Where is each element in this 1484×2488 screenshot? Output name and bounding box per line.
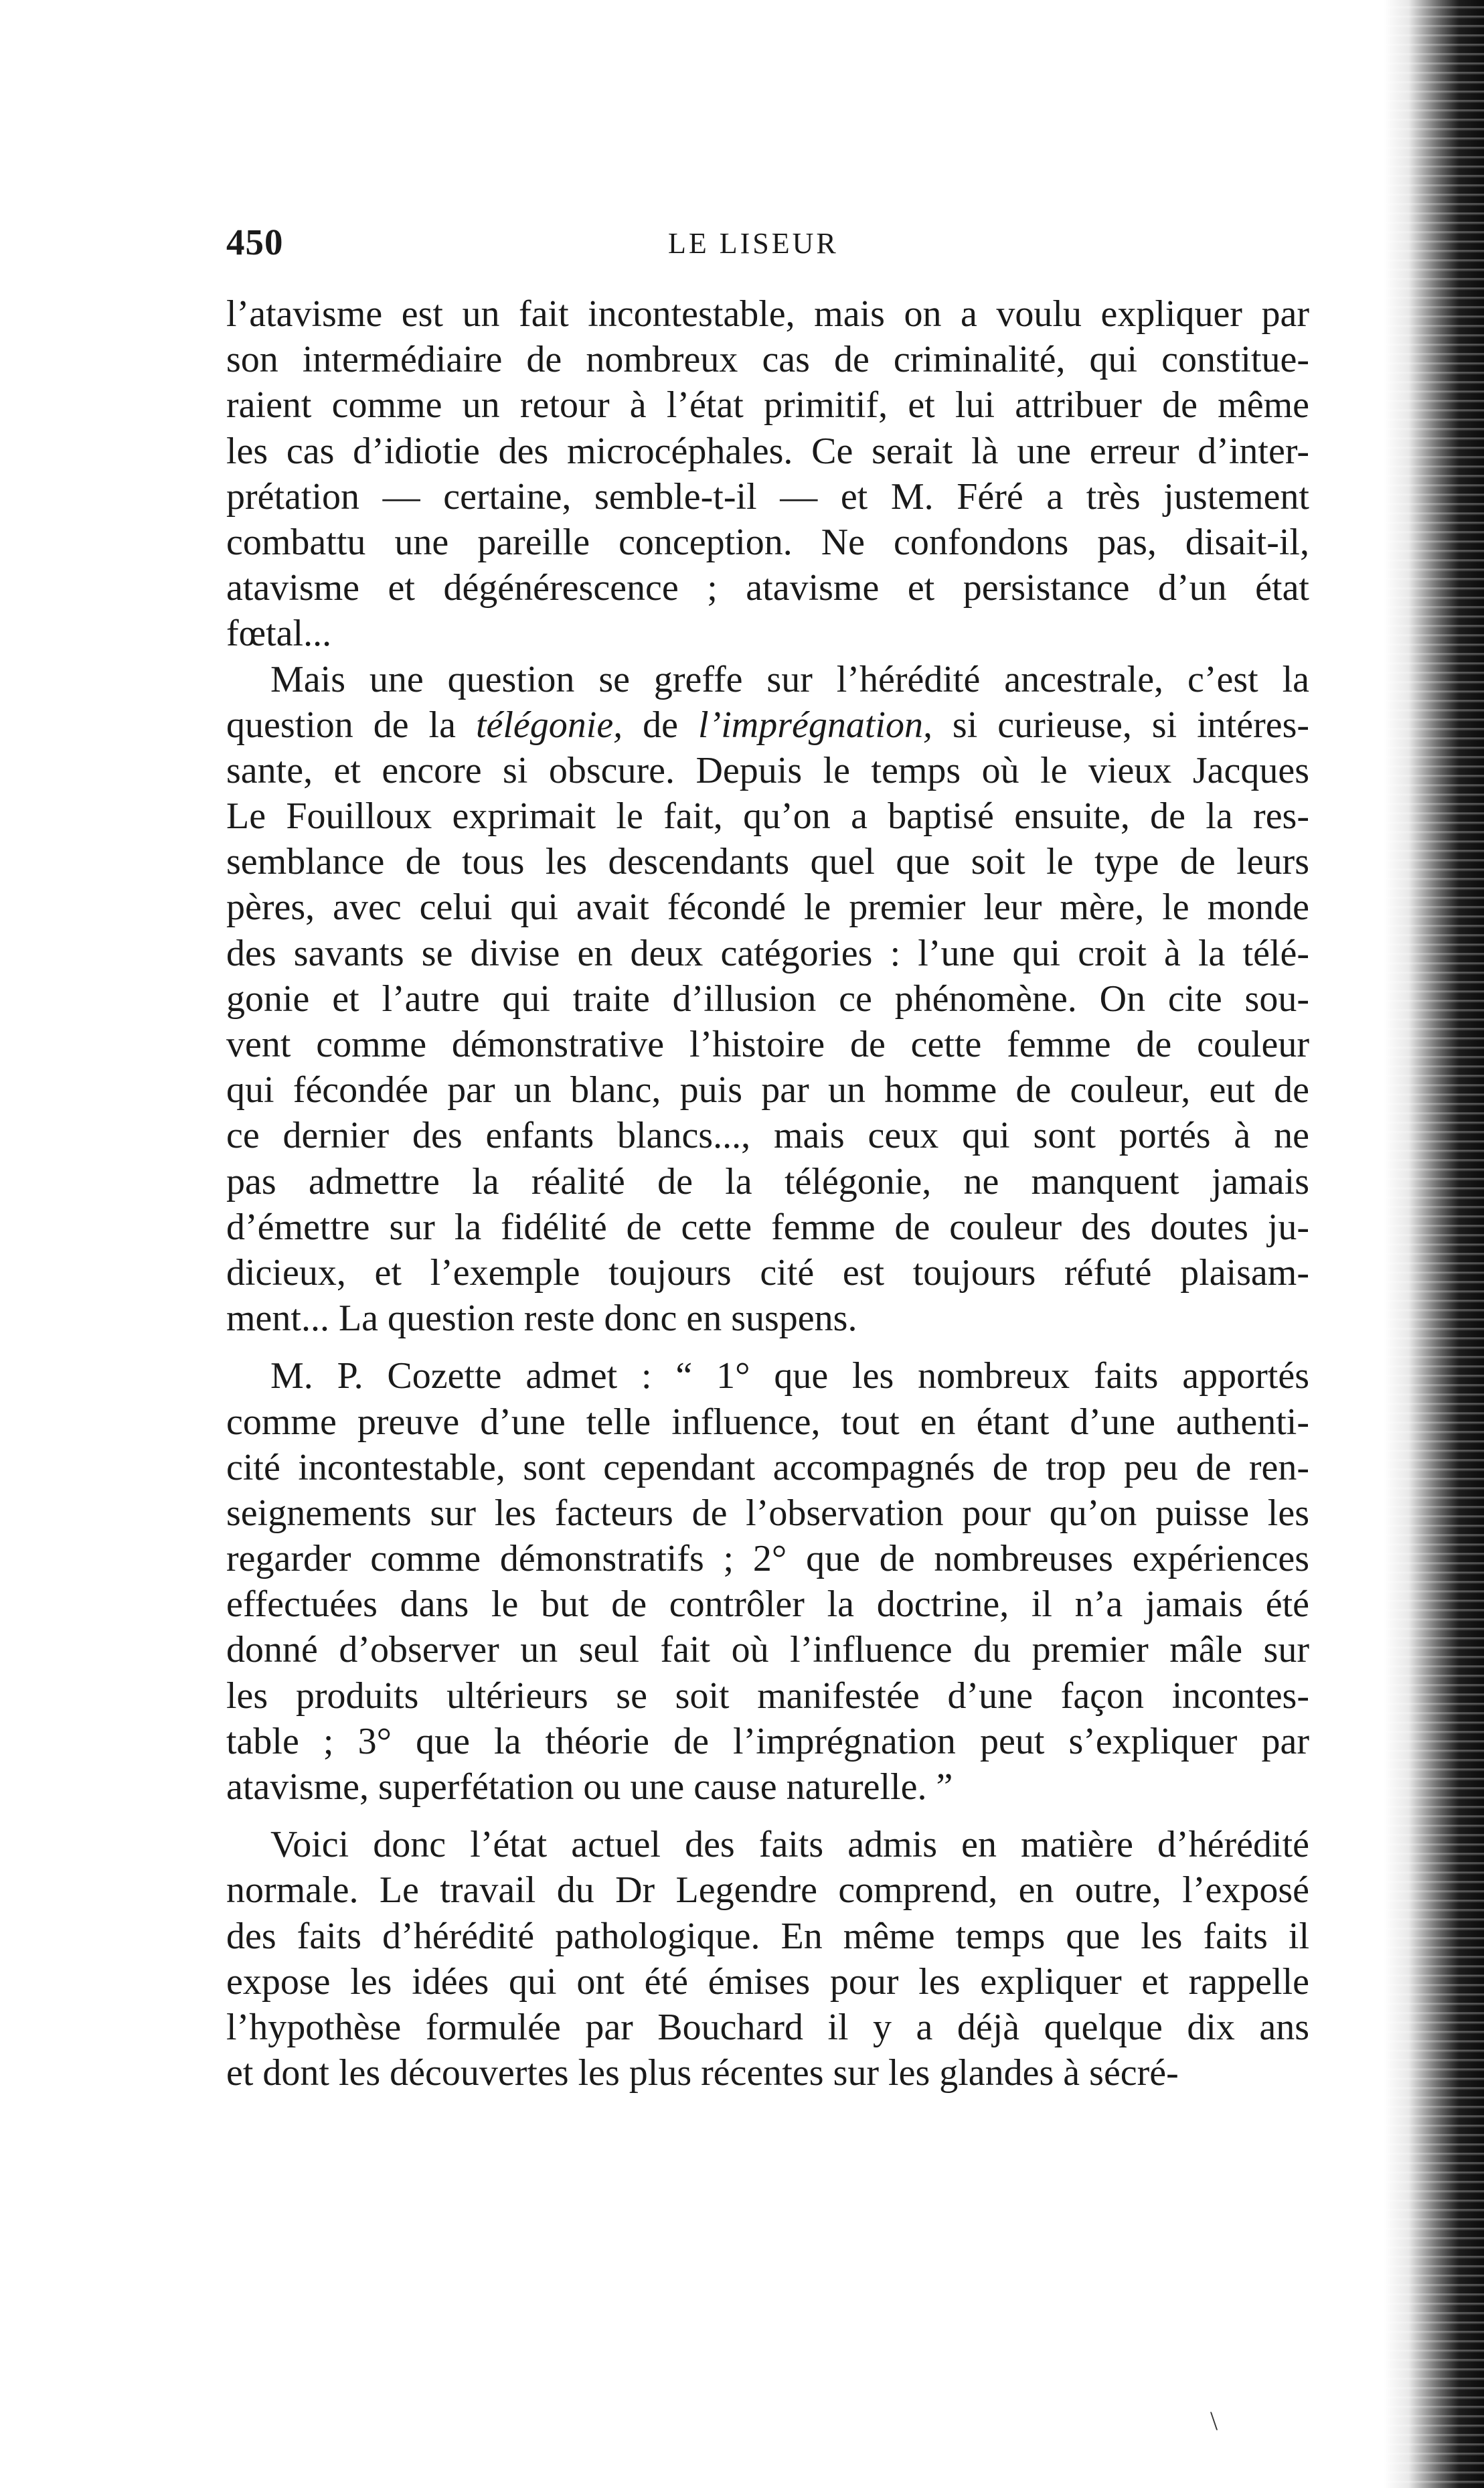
text-line: des faits d’hérédité pathologique. En même temps que les faits il [226, 1915, 1309, 1957]
text-line: Voici donc l’état actuel des faits admis en matière d’hérédité [270, 1824, 1309, 1866]
paragraph [226, 1822, 1309, 2096]
stray-ink-mark: \ [1210, 2406, 1218, 2436]
text-line: l’hypothèse formulée par Bouchard il y a déjà quelque dix ans [226, 2006, 1309, 2048]
page-header [226, 221, 1311, 261]
text-line: qui fécondée par un blanc, puis par un homme de couleur, eut de [226, 1069, 1309, 1111]
text-line: dicieux, et l’exemple toujours cité est toujours réfuté plaisam- [226, 1251, 1309, 1294]
text-line: atavisme et dégénérescence ; atavisme et persistance d’un état [226, 567, 1309, 609]
text-line: question de la télégonie, de l’imprégnation, si curieuse, si intéres- [226, 704, 1310, 746]
paragraph-gap [226, 1341, 1309, 1353]
paragraph [226, 1353, 1309, 1810]
text-line: seignements sur les facteurs de l’observation pour qu’on puisse les [226, 1492, 1309, 1534]
text-line: d’émettre sur la fidélité de cette femme de couleur des doutes ju- [226, 1206, 1309, 1248]
text-line: vent comme démonstrative l’histoire de cette femme de couleur [226, 1024, 1309, 1065]
text-line: raient comme un retour à l’état primitif, et lui attribuer de même [226, 384, 1309, 426]
text-line: table ; 3° que la théorie de l’imprégnation peut s’expliquer par [226, 1720, 1309, 1762]
text-line: pères, avec celui qui avait fécondé le premier leur mère, le monde [226, 886, 1309, 929]
text-line: M. P. Cozette admet : “ 1° que les nombreux faits apportés [270, 1355, 1309, 1397]
text-line: et dont les découvertes les plus récentes sur les glandes à sécré- [226, 2052, 1179, 2094]
text-line: l’atavisme est un fait incontestable, mais on a voulu expliquer par [226, 293, 1309, 335]
text-line: atavisme, superfétation ou une cause naturelle. ” [226, 1766, 953, 1808]
text-line: pas admettre la réalité de la télégonie, ne manquent jamais [226, 1160, 1309, 1202]
text-line: semblance de tous les descendants quel que soit le type de leurs [226, 841, 1309, 883]
italic-term: télégonie, [475, 704, 623, 746]
text-line: donné d’observer un seul fait où l’influence du premier mâle sur [226, 1629, 1309, 1671]
text-line: Le Fouilloux exprimait le fait, qu’on a baptisé ensuite, de la res- [226, 795, 1309, 838]
text-line: ce dernier des enfants blancs..., mais ceux qui sont portés à ne [226, 1115, 1309, 1157]
page-edge-texture [1384, 0, 1484, 2488]
text-line: les cas d’idiotie des microcéphales. Ce serait là une erreur d’inter- [226, 430, 1309, 472]
text-line: son intermédiaire de nombreux cas de criminalité, qui constitue- [226, 339, 1309, 381]
text-line: ment... La question reste donc en suspens. [226, 1298, 857, 1340]
text-line: combattu une pareille conception. Ne confondons pas, disait-il, [226, 521, 1309, 563]
body-text [226, 291, 1309, 2096]
text-line: fœtal... [226, 613, 332, 655]
text-line: cité incontestable, sont cependant accompagnés de trop peu de ren- [226, 1446, 1309, 1488]
page-number: 450 [226, 222, 284, 262]
paragraph [226, 291, 1309, 657]
text-line: effectuées dans le but de contrôler la doctrine, il n’a jamais été [226, 1583, 1309, 1626]
text-line: expose les idées qui ont été émises pour les expliquer et rappelle [226, 1960, 1309, 2003]
text-line: gonie et l’autre qui traite d’illusion ce phénomène. On cite sou- [226, 978, 1309, 1020]
text-line: Mais une question se greffe sur l’hérédité ancestrale, c’est la [270, 658, 1309, 700]
running-title: LE LISEUR [668, 227, 839, 260]
text-line: prétation — certaine, semble-t-il — et M. Féré a très justement [226, 475, 1309, 518]
text-line: normale. Le travail du Dr Legendre comprend, en outre, l’exposé [226, 1869, 1309, 1912]
text-line: des savants se divise en deux catégories : l’une qui croit à la télé- [226, 932, 1309, 974]
italic-term: l’imprégnation, [697, 704, 932, 746]
paragraph [226, 657, 1309, 1342]
paragraph-gap [226, 1810, 1309, 1822]
text-line: regarder comme démonstratifs ; 2° que de nombreuses expériences [226, 1538, 1309, 1580]
text-line: sante, et encore si obscure. Depuis le temps où le vieux Jacques [226, 749, 1309, 791]
text-line: comme preuve d’une telle influence, tout en étant d’une authenti- [226, 1401, 1309, 1443]
text-line: les produits ultérieurs se soit manifestée d’une façon incontes- [226, 1675, 1309, 1717]
